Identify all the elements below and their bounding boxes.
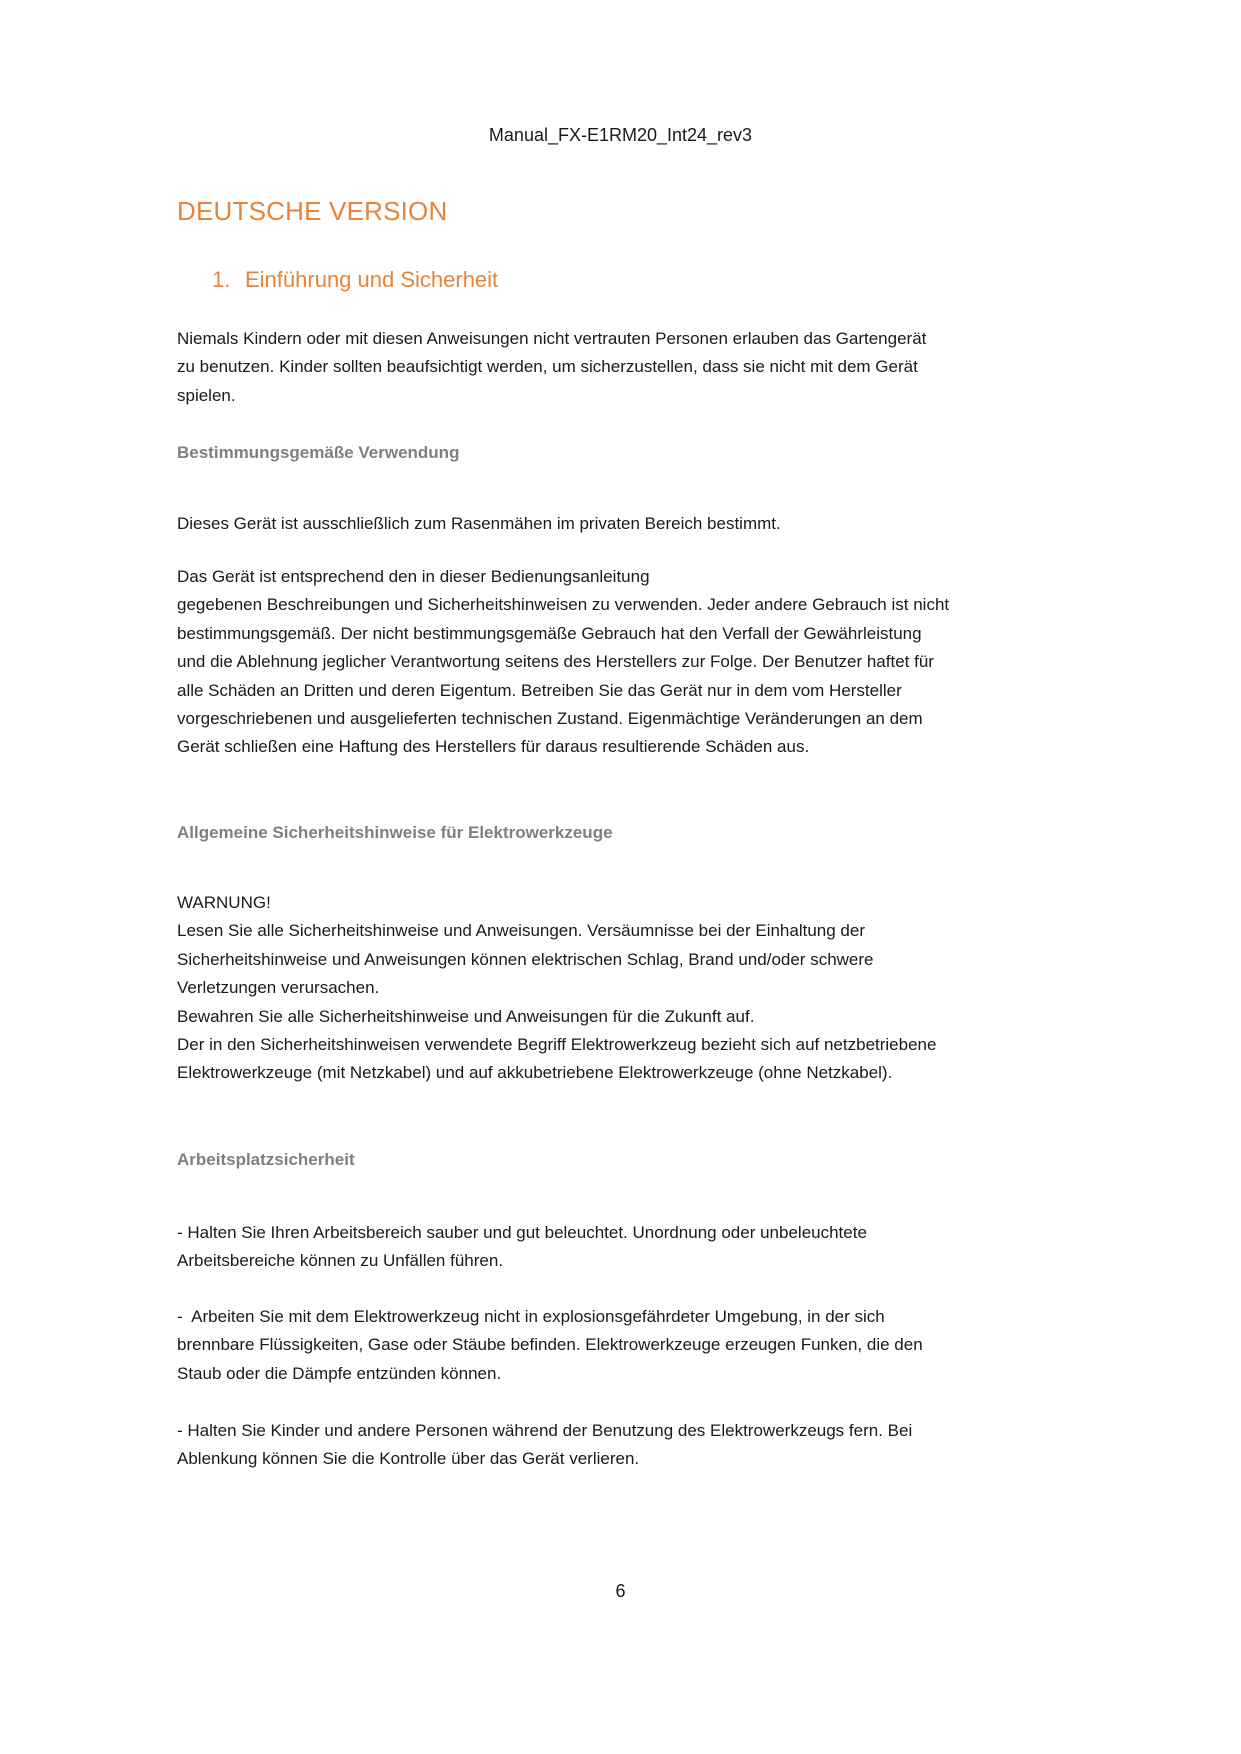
- text-line: alle Schäden an Dritten und deren Eigentum. Betreiben Sie das Gerät nur in dem vom Hersteller: [177, 680, 902, 700]
- usage-paragraph-1: [177, 510, 781, 538]
- text-line: spielen.: [177, 385, 236, 405]
- text-line: Ablenkung können Sie die Kontrolle über das Gerät verlieren.: [177, 1449, 640, 1469]
- text-line: - Arbeiten Sie mit dem Elektrowerkzeug nicht in explosionsgefährdeter Umgebung, in der sich: [177, 1307, 885, 1326]
- text-line: gegebenen Beschreibungen und Sicherheitshinweisen zu verwenden. Jeder andere Gebrauch ist nicht: [177, 595, 950, 615]
- general-safety-paragraph: [177, 889, 936, 1088]
- text-line: Bewahren Sie alle Sicherheitshinweise und Anweisungen für die Zukunft auf.: [177, 1006, 755, 1026]
- section-heading: [212, 266, 498, 294]
- workplace-safety-heading: Arbeitsplatzsicherheit: [177, 1150, 355, 1169]
- text-line: brennbare Flüssigkeiten, Gase oder Stäube befinden. Elektrowerkzeuge erzeugen Funken, die den: [177, 1335, 923, 1355]
- page-header: Manual_FX-E1RM20_Int24_rev3: [488, 125, 753, 145]
- text-line: Das Gerät ist entsprechend den in dieser Bedienungsanleitung: [177, 567, 650, 586]
- intro-paragraph: [177, 325, 926, 410]
- text-line: Staub oder die Dämpfe entzünden können.: [177, 1363, 502, 1383]
- general-safety-heading: Allgemeine Sicherheitshinweise für Elektrowerkzeuge: [177, 823, 613, 842]
- text-line: vorgeschriebenen und ausgelieferten technischen Zustand. Eigenmächtige Veränderungen an dem: [177, 708, 923, 728]
- text-line: Arbeitsbereiche können zu Unfällen führen.: [177, 1251, 504, 1271]
- text-line: Verletzungen verursachen.: [177, 978, 380, 998]
- workplace-item-2: [177, 1303, 923, 1388]
- section-number: 1.: [212, 267, 231, 292]
- warning-label: WARNUNG!: [177, 893, 271, 912]
- text-line: zu benutzen. Kinder sollten beaufsichtigt werden, um sicherzustellen, dass sie nicht mit dem Gerät: [177, 357, 918, 377]
- text-line: Sicherheitshinweise und Anweisungen können elektrischen Schlag, Brand und/oder schwere: [177, 949, 874, 969]
- document-title: DEUTSCHE VERSION: [177, 196, 448, 226]
- section-title: Einführung und Sicherheit: [245, 267, 499, 292]
- text-line: und die Ablehnung jeglicher Verantwortung seitens des Herstellers zur Folge. Der Benutzer haftet für: [177, 652, 934, 672]
- usage-paragraph-2: [177, 563, 949, 762]
- page-number: 6: [615, 1581, 626, 1601]
- text-line: - Halten Sie Ihren Arbeitsbereich sauber und gut beleuchtet. Unordnung oder unbeleuchtete: [177, 1223, 867, 1242]
- workplace-item-1: [177, 1219, 867, 1276]
- workplace-item-3: [177, 1417, 912, 1474]
- text-line: Gerät schließen eine Haftung des Herstellers für daraus resultierende Schäden aus.: [177, 737, 810, 757]
- text-line: Der in den Sicherheitshinweisen verwendete Begriff Elektrowerkzeug bezieht sich auf netzbetriebene: [177, 1034, 937, 1054]
- text-line: Elektrowerkzeuge (mit Netzkabel) und auf akkubetriebene Elektrowerkzeuge (ohne Netzkabel).: [177, 1063, 893, 1083]
- text-line: Dieses Gerät ist ausschließlich zum Rasenmähen im privaten Bereich bestimmt.: [177, 514, 781, 533]
- text-line: Niemals Kindern oder mit diesen Anweisungen nicht vertrauten Personen erlauben das Gartengerät: [177, 329, 927, 348]
- text-line: Lesen Sie alle Sicherheitshinweise und Anweisungen. Versäumnisse bei der Einhaltung der: [177, 921, 865, 941]
- text-line: bestimmungsgemäß. Der nicht bestimmungsgemäße Gebrauch hat den Verfall der Gewährleistung: [177, 623, 922, 643]
- text-line: - Halten Sie Kinder und andere Personen während der Benutzung des Elektrowerkzeugs fern. Bei: [177, 1421, 913, 1440]
- usage-heading: Bestimmungsgemäße Verwendung: [177, 443, 460, 462]
